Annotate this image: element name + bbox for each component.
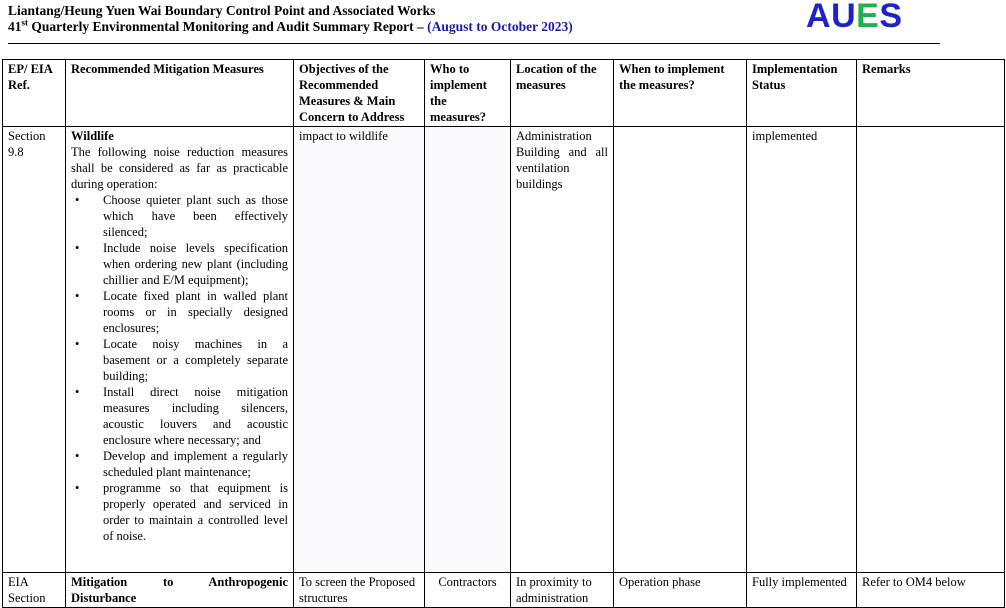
cell-ref: Section 9.8 [3, 127, 66, 573]
bullet-icon: • [75, 481, 80, 495]
col-header-status: Implementation Status [747, 60, 857, 127]
cell-status: implemented [747, 127, 857, 573]
col-header-objectives: Objectives of the Recommended Measures & Main Concern to Address [294, 60, 425, 127]
cell-ref: EIA Section [3, 573, 66, 608]
col-header-measures: Recommended Mitigation Measures [66, 60, 294, 127]
cell-who [425, 127, 511, 573]
col-header-ref: EP/ EIA Ref. [3, 60, 66, 127]
bullet-icon: • [75, 337, 80, 351]
list-item: • Locate noisy machines in a basement or a completely separate building; [75, 337, 288, 383]
list-item: • Install direct noise mitigation measures including silencers, acoustic louvers and acoustic enclosure where necessary; and [75, 385, 288, 447]
col-header-remarks: Remarks [857, 60, 1005, 127]
cell-objective: To screen the Proposed structures [294, 573, 425, 608]
table-row [3, 573, 1005, 608]
cell-measures [66, 127, 294, 573]
col-header-who: Who to implement the measures? [425, 60, 511, 127]
cell-location: In proximity to administration [511, 573, 614, 608]
measure-bullet-list [71, 192, 288, 544]
measure-intro: The following noise reduction measures shall be considered as far as practicable during operation: [71, 145, 288, 191]
cell-who: Contractors [425, 573, 511, 608]
report-subtitle: 41st Quarterly Environmental Monitoring and Audit Summary Report – (August to October 2023) [8, 17, 573, 34]
list-item: • Include noise levels specification when ordering new plant (including chillier and E/M equipment); [75, 241, 288, 287]
report-period: (August to October 2023) [427, 19, 573, 34]
cell-when: Operation phase [614, 573, 747, 608]
table-header-row [3, 60, 1005, 127]
list-item: • Develop and implement a regularly scheduled plant maintenance; [75, 449, 288, 479]
list-item: • Locate fixed plant in walled plant rooms or in specially designed enclosures; [75, 289, 288, 335]
cell-remarks [857, 127, 1005, 573]
cell-remarks: Refer to OM4 below [857, 573, 1005, 608]
bullet-icon: • [75, 193, 80, 207]
cell-location: Administration Building and all ventilation buildings [511, 127, 614, 573]
mitigation-measures-table [2, 59, 1005, 608]
cell-objective: impact to wildlife [294, 127, 425, 573]
header-divider [8, 43, 940, 44]
cell-measures: Mitigation to Anthropogenic Disturbance [66, 573, 294, 608]
report-project-title: Liantang/Heung Yuen Wai Boundary Control Point and Associated Works [8, 3, 436, 18]
bullet-icon: • [75, 289, 80, 303]
bullet-icon: • [75, 449, 80, 463]
list-item: • programme so that equipment is properly operated and serviced in order to maintain a controlled level of noise. [75, 481, 288, 543]
bullet-icon: • [75, 385, 80, 399]
measure-title: Wildlife [71, 129, 114, 143]
col-header-location: Location of the measures [511, 60, 614, 127]
col-header-when: When to implement the measures? [614, 60, 747, 127]
bullet-icon: • [75, 241, 80, 255]
list-item: • Choose quieter plant such as those which have been effectively silenced; [75, 193, 288, 239]
cell-status: Fully implemented [747, 573, 857, 608]
aues-logo: AUES [806, 0, 903, 35]
table-row [3, 127, 1005, 573]
cell-when [614, 127, 747, 573]
